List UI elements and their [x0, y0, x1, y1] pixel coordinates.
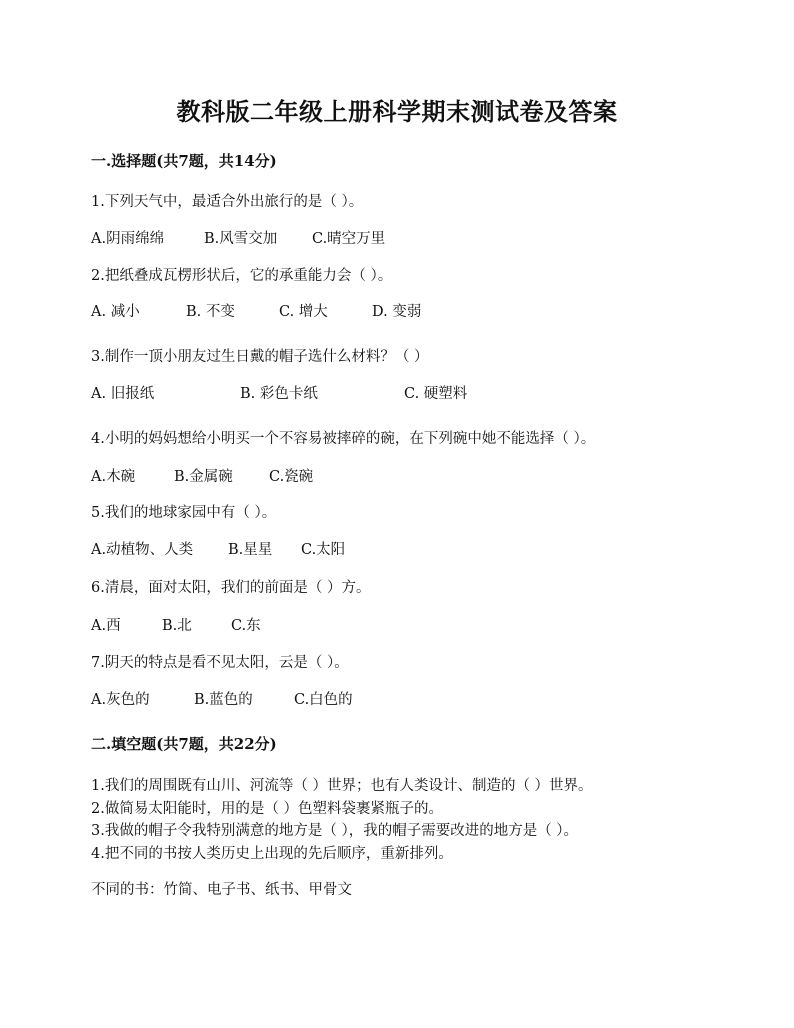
option: A. 旧报纸 — [91, 386, 155, 402]
fill-question-4: 4.把不同的书按人类历史上出现的先后顺序，重新排列。 — [91, 846, 453, 862]
question-7: 7.阴天的特点是看不见太阳，云是（ ）。 — [91, 655, 349, 671]
option: C.东 — [231, 618, 261, 634]
option: A.灰色的 — [91, 692, 150, 708]
fill-question-2: 2.做简易太阳能时，用的是（ ）色塑料袋裹紧瓶子的。 — [91, 801, 443, 817]
books-line: 不同的书：竹简、电子书、纸书、甲骨文 — [91, 882, 352, 898]
option: C. 硬塑料 — [404, 386, 468, 402]
question-2: 2.把纸叠成瓦楞形状后，它的承重能力会（ ）。 — [91, 268, 393, 284]
option: B.风雪交加 — [204, 231, 278, 247]
option: A.木碗 — [91, 469, 136, 485]
option: C.太阳 — [301, 542, 346, 558]
option: D. 变弱 — [372, 304, 422, 320]
option: A. 减小 — [91, 304, 140, 320]
option: B. 不变 — [186, 304, 235, 320]
section-heading-fill: 二.填空题(共7题，共22分) — [91, 735, 277, 753]
page-title: 教科版二年级上册科学期末测试卷及答案 — [176, 97, 618, 126]
fill-question-1: 1.我们的周围既有山川、河流等（ ）世界；也有人类设计、制造的（ ）世界。 — [91, 778, 593, 794]
option: A.阴雨绵绵 — [91, 231, 165, 247]
option: B.蓝色的 — [194, 692, 253, 708]
fill-question-3: 3.我做的帽子令我特别满意的地方是（ ），我的帽子需要改进的地方是（ ）。 — [91, 823, 579, 839]
option: C.瓷碗 — [269, 469, 314, 485]
option: C.白色的 — [294, 692, 353, 708]
option: B.金属碗 — [174, 469, 233, 485]
section-heading-choice: 一.选择题(共7题，共14分) — [91, 152, 277, 170]
question-1: 1.下列天气中，最适合外出旅行的是（ ）。 — [91, 194, 364, 210]
option: B. 彩色卡纸 — [240, 386, 318, 402]
question-4: 4.小明的妈妈想给小明买一个不容易被摔碎的碗，在下列碗中她不能选择（ ）。 — [91, 431, 596, 447]
option: B.星星 — [228, 542, 273, 558]
question-5: 5.我们的地球家园中有（ ）。 — [91, 505, 277, 521]
option: A.西 — [91, 618, 121, 634]
question-3: 3.制作一顶小朋友过生日戴的帽子选什么材料？（ ） — [91, 349, 429, 365]
option: C.晴空万里 — [312, 231, 386, 247]
option: B.北 — [162, 618, 192, 634]
option: C. 增大 — [279, 304, 328, 320]
question-6: 6.清晨，面对太阳，我们的前面是（ ）方。 — [91, 580, 371, 596]
option: A.动植物、人类 — [91, 542, 194, 558]
